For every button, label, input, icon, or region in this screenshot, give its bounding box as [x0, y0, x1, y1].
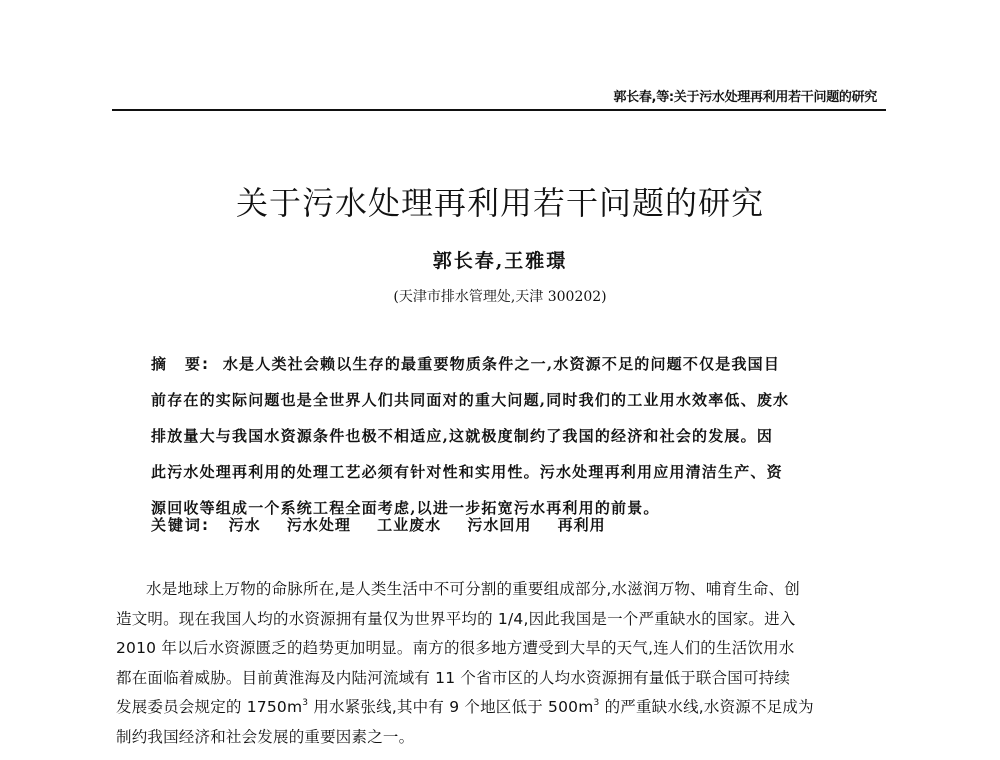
keyword: 工业废水: [377, 516, 442, 534]
superscript: 3: [593, 698, 600, 708]
authors: 郭长春,王雅璟: [432, 250, 568, 272]
body-line: 2010 年以后水资源匮乏的趋势更加明显。南方的很多地方遭受到大旱的天气,连人们的生活饮用水: [116, 639, 795, 657]
paper-title: 关于污水处理再利用若干问题的研究: [235, 184, 764, 222]
abstract-line: 源回收等组成一个系统工程全面考虑,以进一步拓宽污水再利用的前景。: [151, 499, 660, 517]
keyword: 再利用: [557, 516, 606, 534]
body-text: 发展委员会规定的 1750m: [116, 698, 303, 716]
abstract: [151, 346, 851, 526]
keywords-label: 关键词:: [151, 516, 210, 534]
keyword: 污水处理: [286, 516, 351, 534]
body-line: 都在面临着威胁。目前黄淮海及内陆河流域有 11 个省市区的人均水资源拥有量低于联合国可持续: [116, 668, 791, 687]
keyword: 污水: [228, 516, 261, 534]
superscript: 3: [302, 698, 309, 708]
affiliation: (天津市排水管理处,天津 300202): [393, 289, 607, 305]
body-line: [116, 693, 886, 723]
body-line: 造文明。现在我国人均的水资源拥有量仅为世界平均的 1/4,因此我国是一个严重缺水的国家。进入: [116, 609, 796, 628]
abstract-line: 前存在的实际问题也是全世界人们共同面对的重大问题,同时我们的工业用水效率低、废水: [151, 391, 790, 409]
abstract-line: [151, 346, 851, 382]
keywords: [151, 514, 626, 535]
abstract-text: 水是人类社会赖以生存的最重要物质条件之一,水资源不足的问题不仅是我国目: [222, 355, 781, 373]
body-text: 的严重缺水线,水资源不足成为: [599, 698, 814, 716]
body-line: 水是地球上万物的命脉所在,是人类生活中不可分割的重要组成部分,水滋润万物、哺育生命、创: [146, 580, 800, 598]
body-text: 用水紧张线,其中有 9 个地区低于 500m: [308, 698, 594, 716]
header-rule: [112, 109, 886, 111]
abstract-line: 此污水处理再利用的处理工艺必须有针对性和实用性。污水处理再利用应用清洁生产、资: [151, 463, 783, 481]
body-line: 制约我国经济和社会发展的重要因素之一。: [116, 727, 415, 746]
keyword: 污水回用: [467, 516, 532, 534]
body-paragraph: [116, 575, 886, 752]
running-head: 郭长春,等:关于污水处理再利用若干问题的研究: [613, 90, 877, 105]
abstract-line: 排放量大与我国水资源条件也极不相适应,这就极度制约了我国的经济和社会的发展。因: [151, 427, 774, 445]
abstract-label: 摘 要:: [151, 355, 210, 373]
